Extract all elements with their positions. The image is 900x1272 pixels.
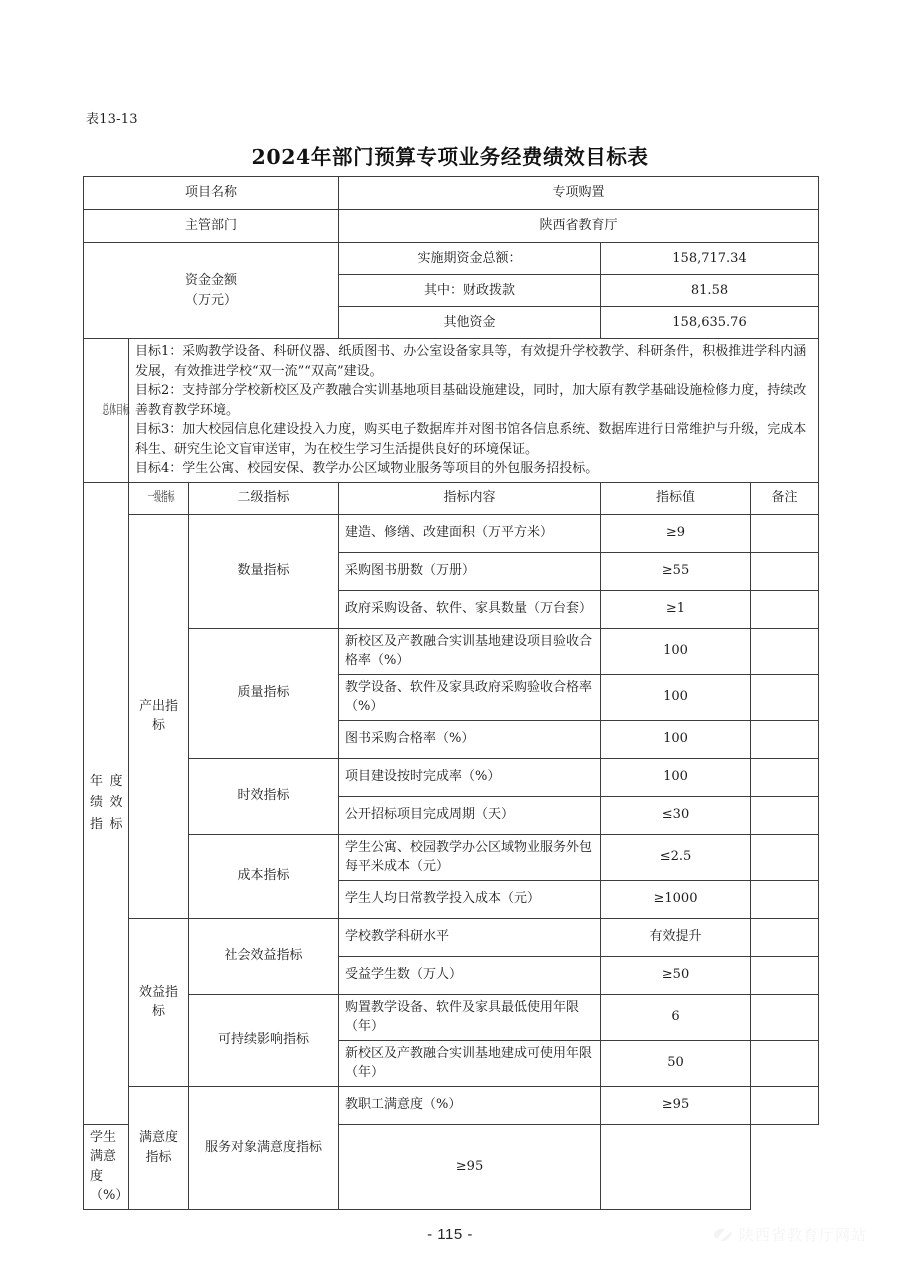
indicator-content: 学生人均日常教学投入成本（元）	[339, 880, 601, 918]
indicator-value: 100	[601, 720, 751, 758]
indicator-value: 50	[601, 1040, 751, 1086]
indicator-remark	[751, 552, 819, 590]
page-title: 2024年部门预算专项业务经费绩效目标表	[251, 145, 649, 169]
indicator-content: 购置教学设备、软件及家具最低使用年限（年）	[339, 994, 601, 1040]
funds-row-label: 其他资金	[339, 307, 601, 339]
indicator-content: 教学设备、软件及家具政府采购验收合格率（%）	[339, 674, 601, 720]
page-number: - 115 -	[427, 1226, 473, 1243]
indicator-remark	[751, 880, 819, 918]
sheet-code-label: 表13-13	[86, 112, 138, 127]
indicator-content: 公开招标项目完成周期（天）	[339, 796, 601, 834]
indicator-remark	[751, 834, 819, 880]
table-row	[84, 834, 819, 880]
funds-row-value: 158,635.76	[601, 307, 819, 339]
funds-amount-label: 资金金额 （万元）	[84, 243, 339, 339]
indicator-content: 政府采购设备、软件、家具数量（万台套）	[339, 590, 601, 628]
table-row	[84, 1086, 819, 1124]
overall-goals-content	[129, 339, 819, 483]
indicator-remark	[751, 674, 819, 720]
level2-label-social-benefit: 社会效益指标	[189, 918, 339, 994]
indicator-value: ≥1000	[601, 880, 751, 918]
indicator-value: ≥95	[601, 1086, 751, 1124]
header-remark: 备注	[751, 482, 819, 514]
indicator-value: ≥55	[601, 552, 751, 590]
level2-label-timeliness: 时效指标	[189, 758, 339, 834]
header-level2: 二级指标	[189, 482, 339, 514]
goal-item: 目标3：加大校园信息化建设投入力度，购买电子数据库并对图书馆各信息系统、数据库进行日常维护与升级，完成本科生、研究生论文盲审送审，为在校生学习生活提供良好的环境保证。	[135, 422, 807, 457]
indicator-value: ≤30	[601, 796, 751, 834]
indicator-value: ≤2.5	[601, 834, 751, 880]
indicator-content: 受益学生数（万人）	[339, 956, 601, 994]
table-row	[84, 994, 819, 1040]
funds-row-value: 158,717.34	[601, 243, 819, 275]
table-row-funds-total	[84, 243, 819, 275]
indicator-remark	[751, 1086, 819, 1124]
indicator-value: ≥50	[601, 956, 751, 994]
project-name-label: 项目名称	[84, 177, 339, 210]
level2-label-quality: 质量指标	[189, 628, 339, 758]
indicator-value: 100	[601, 674, 751, 720]
indicator-remark	[751, 796, 819, 834]
table-row	[84, 628, 819, 674]
level1-label-satisfaction: 满意度指标	[129, 1086, 189, 1209]
indicator-content: 新校区及产教融合实训基地建成可使用年限（年）	[339, 1040, 601, 1086]
funds-row-label: 其中：财政拨款	[339, 275, 601, 307]
table-row-indicator-header	[84, 482, 819, 514]
indicator-remark	[751, 628, 819, 674]
indicator-content: 学校教学科研水平	[339, 918, 601, 956]
goal-item: 目标1：采购教学设备、科研仪器、纸质图书、办公室设备家具等，有效提升学校教学、科研条件，积极推进学科内涵发展，有效推进学校“双一流”“双高”建设。	[135, 344, 807, 379]
indicator-remark	[751, 956, 819, 994]
indicator-content: 新校区及产教融合实训基地建设项目验收合格率（%）	[339, 628, 601, 674]
indicator-value: 100	[601, 758, 751, 796]
table-row-department	[84, 210, 819, 243]
indicator-value: 有效提升	[601, 918, 751, 956]
department-label: 主管部门	[84, 210, 339, 243]
indicator-value: ≥95	[339, 1124, 601, 1209]
indicator-remark	[751, 758, 819, 796]
indicator-content: 建造、修缮、改建面积（万平方米）	[339, 514, 601, 552]
goal-item: 目标2：支持部分学校新校区及产教融合实训基地项目基础设施建设，同时，加大原有教学基础设施检修力度，持续改善教育教学环境。	[135, 383, 807, 418]
indicator-remark	[751, 918, 819, 956]
table-row	[84, 514, 819, 552]
table-row	[84, 758, 819, 796]
indicator-remark	[751, 994, 819, 1040]
indicator-value: 100	[601, 628, 751, 674]
header-value: 指标值	[601, 482, 751, 514]
goal-item: 目标4：学生公寓、校园安保、教学办公区域物业服务等项目的外包服务招投标。	[135, 461, 599, 476]
table-row-overall-goals	[84, 339, 819, 483]
level1-label-benefit: 效益指标	[129, 918, 189, 1086]
indicator-content: 教职工满意度（%）	[339, 1086, 601, 1124]
indicator-content: 学生公寓、校园教学办公区域物业服务外包每平米成本（元）	[339, 834, 601, 880]
indicator-content: 采购图书册数（万册）	[339, 552, 601, 590]
indicator-remark	[751, 514, 819, 552]
level2-label-cost: 成本指标	[189, 834, 339, 918]
project-name-value: 专项购置	[339, 177, 819, 210]
table-row	[84, 918, 819, 956]
header-level1: 一级指标	[129, 482, 189, 514]
header-content: 指标内容	[339, 482, 601, 514]
indicator-content: 学生满意度（%）	[84, 1124, 129, 1209]
indicator-remark	[751, 720, 819, 758]
indicator-remark	[601, 1124, 751, 1209]
indicator-content: 图书采购合格率（%）	[339, 720, 601, 758]
watermark-text: 陕西省教育厅网站	[739, 1226, 868, 1244]
level2-label-quantity: 数量指标	[189, 514, 339, 628]
level2-label-service-satisfaction: 服务对象满意度指标	[189, 1086, 339, 1209]
funds-row-value: 81.58	[601, 275, 819, 307]
overall-goals-label: 总体目标	[84, 339, 129, 483]
level2-label-sustainable-impact: 可持续影响指标	[189, 994, 339, 1086]
indicator-remark	[751, 1040, 819, 1086]
level1-label-output: 产出指标	[129, 514, 189, 918]
performance-goal-table-wrapper	[83, 176, 818, 1210]
indicator-value: ≥9	[601, 514, 751, 552]
funds-row-label: 实施期资金总额：	[339, 243, 601, 275]
indicator-content: 项目建设按时完成率（%）	[339, 758, 601, 796]
performance-goal-table	[83, 176, 819, 1210]
indicator-remark	[751, 590, 819, 628]
annual-performance-indicator-label: 年度绩效指标	[84, 482, 129, 1124]
indicator-value: ≥1	[601, 590, 751, 628]
department-value: 陕西省教育厅	[339, 210, 819, 243]
indicator-value: 6	[601, 994, 751, 1040]
table-row-project-name	[84, 177, 819, 210]
